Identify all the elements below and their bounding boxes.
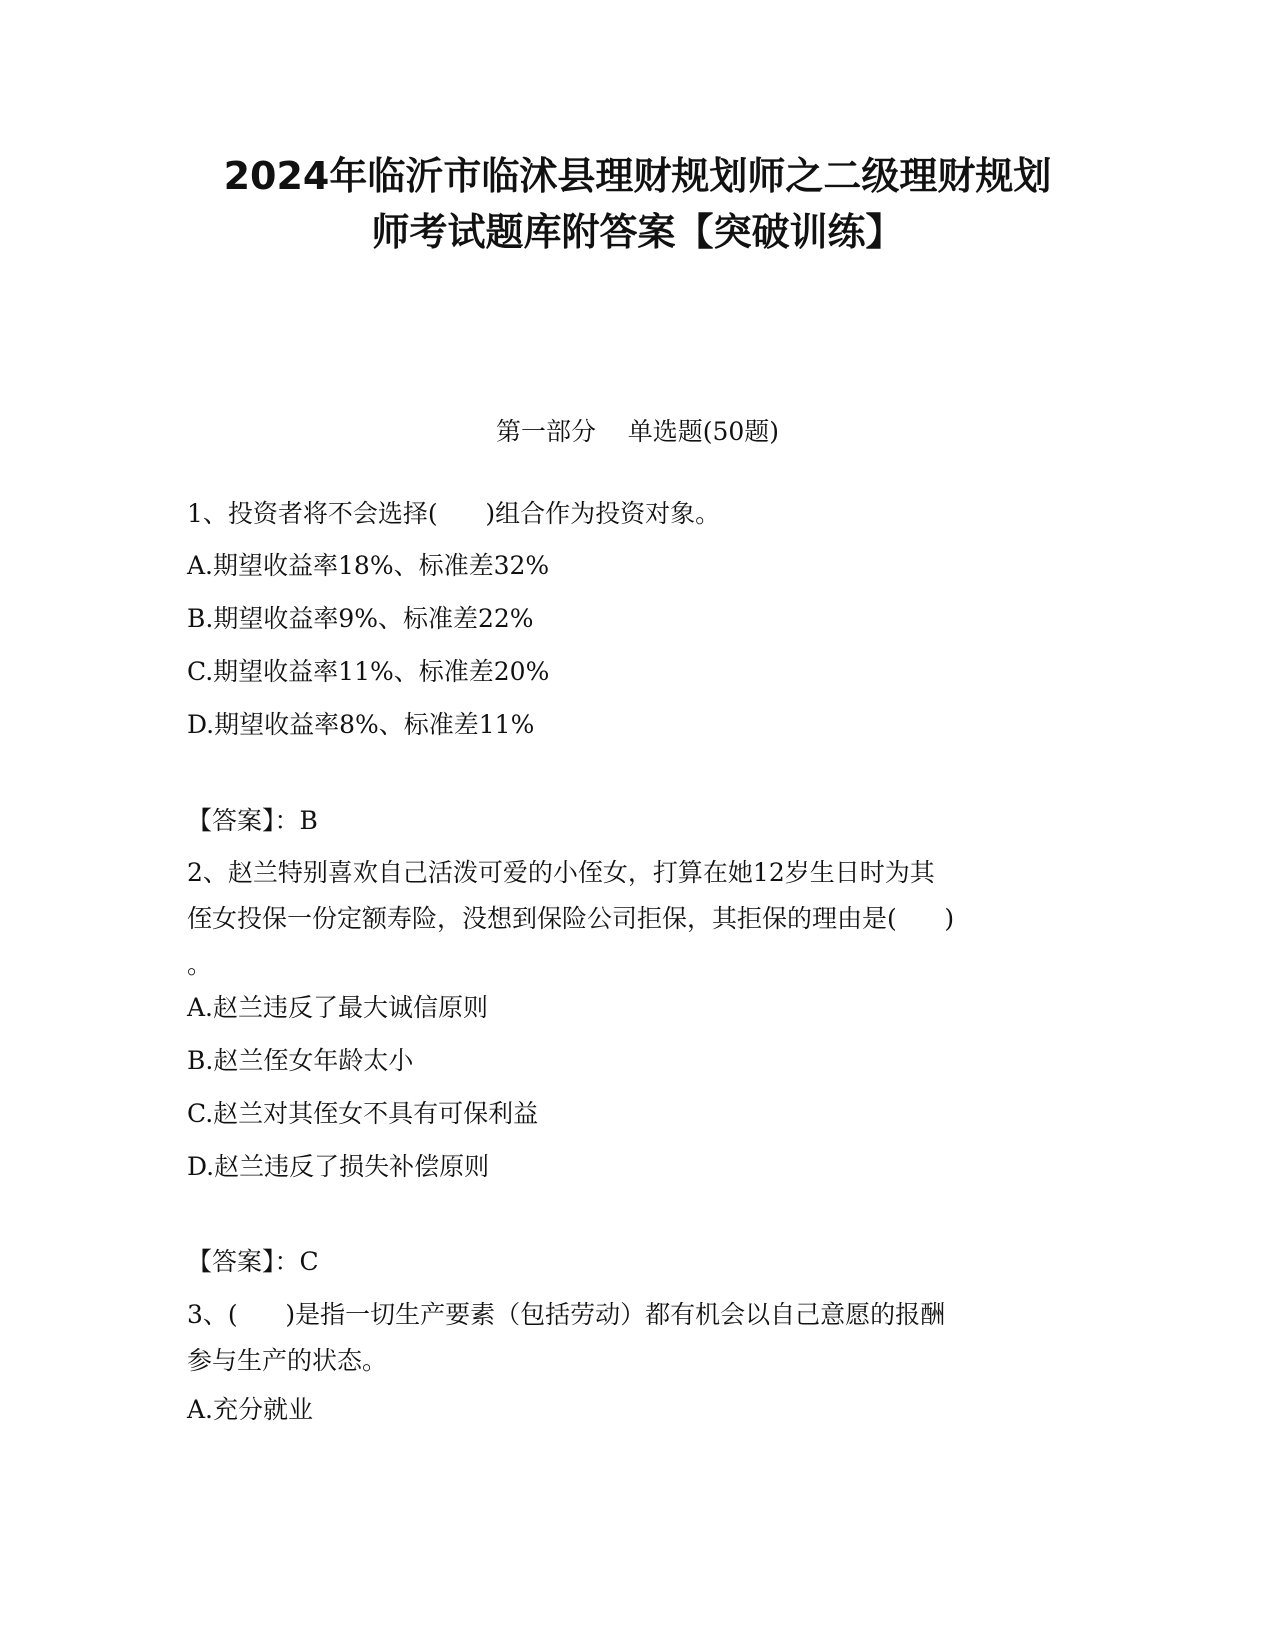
question-1-option-b: B.期望收益率9%、标准差22% [187, 604, 534, 633]
question-1-answer: 【答案】：B [187, 806, 318, 835]
document-title [150, 148, 1125, 260]
question-2-answer: 【答案】：C [187, 1247, 319, 1276]
section-heading: 第一部分 单选题(50题) [495, 417, 780, 446]
question-3-option-a: A.充分就业 [187, 1395, 314, 1424]
question-2-stem [187, 850, 1087, 988]
document-title-line-2: 师考试题库附答案【突破训练】 [371, 210, 904, 254]
question-2-stem-line-3: 。 [187, 950, 213, 979]
question-2-option-d: D.赵兰违反了损失补偿原则 [187, 1152, 490, 1181]
question-2-stem-line-2: 侄女投保一份定额寿险，没想到保险公司拒保，其拒保的理由是( ) [187, 904, 955, 933]
question-1-option-d: D.期望收益率8%、标准差11% [187, 710, 535, 739]
question-2-stem-line-1: 2、赵兰特别喜欢自己活泼可爱的小侄女，打算在她12岁生日时为其 [187, 858, 935, 887]
question-3-stem [187, 1292, 1087, 1384]
document-title-line-1: 2024年临沂市临沭县理财规划师之二级理财规划 [223, 154, 1052, 198]
question-2-option-a: A.赵兰违反了最大诚信原则 [187, 993, 489, 1022]
question-1-option-c: C.期望收益率11%、标准差20% [187, 657, 550, 686]
question-1-option-a: A.期望收益率18%、标准差32% [187, 551, 550, 580]
question-2-option-b: B.赵兰侄女年龄太小 [187, 1046, 414, 1075]
question-2-option-c: C.赵兰对其侄女不具有可保利益 [187, 1099, 539, 1128]
question-3-stem-line-1: 3、( )是指一切生产要素（包括劳动）都有机会以自己意愿的报酬 [187, 1300, 946, 1329]
question-1-stem: 1、投资者将不会选择( )组合作为投资对象。 [187, 499, 721, 528]
question-3-stem-line-2: 参与生产的状态。 [187, 1346, 388, 1375]
